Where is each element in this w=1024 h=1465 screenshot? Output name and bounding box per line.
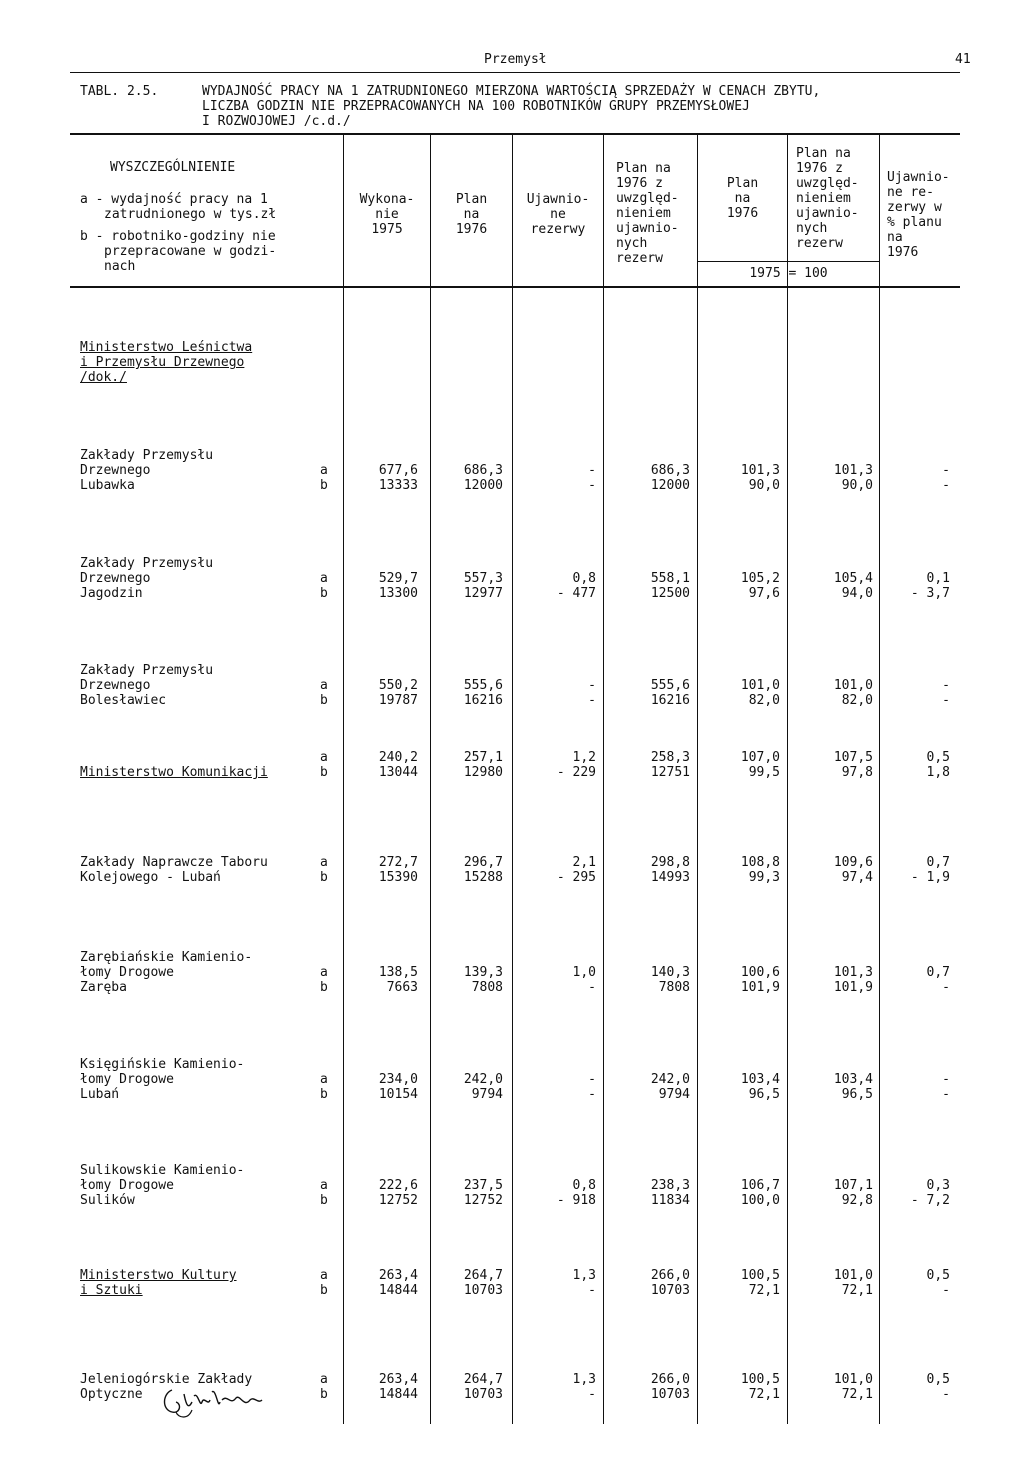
table-cell: 101,9 [740,980,780,995]
table-cell: - [942,678,950,693]
table-cell: - 7,2 [910,1193,950,1208]
col-separator [787,134,788,1424]
table-cell: - [588,1072,596,1087]
table-cell: 296,7 [463,855,503,870]
table-cell: 101,9 [833,980,873,995]
table-cell: 266,0 [650,1268,690,1283]
table-cell: 677,6 [378,463,418,478]
col-header-plan-1976: Plan na 1976 [455,192,488,237]
table-cell: 103,4 [833,1072,873,1087]
table-cell: 0,1 [926,571,950,586]
table-cell: 1,3 [572,1372,596,1387]
table-cell: 105,4 [833,571,873,586]
group-name-line: Drzewnego [80,463,151,478]
row-label: b [320,586,328,601]
table-cell: 0,3 [926,1178,950,1193]
table-cell: 0,8 [572,1178,596,1193]
row-label: a [320,678,328,693]
table-cell: 92,8 [841,1193,873,1208]
row-label: a [320,571,328,586]
table-cell: 97,8 [841,765,873,780]
group-name-line: łomy Drogowe [80,1072,174,1087]
group-name-line: Zakłady Naprawcze Taboru [80,855,268,870]
table-cell: 139,3 [463,965,503,980]
table-cell: 101,0 [833,1372,873,1387]
group-name-line: Ministerstwo Komunikacji [80,765,268,780]
group-name-line: Optyczne [80,1387,143,1402]
table-id: TABL. 2.5. [80,84,159,99]
table-cell: 237,5 [463,1178,503,1193]
col-header-index-plan-reserves: Plan na 1976 z uwzględ- nieniem ujawnio- nych rezerw [796,146,859,251]
table-cell: 12752 [463,1193,503,1208]
table-cell: - [942,1387,950,1402]
group-name-line: Ministerstwo Kultury [80,1268,237,1283]
table-cell: 550,2 [378,678,418,693]
table-cell: 100,5 [740,1268,780,1283]
col-header-reserves-percent: Ujawnio- ne re- zerwy w % planu na 1976 [887,170,950,260]
row-label: b [320,693,328,708]
page-number: 41 [955,52,971,67]
table-cell: - [588,1283,596,1298]
table-cell: 10703 [463,1283,503,1298]
table-cell: 72,1 [841,1387,873,1402]
row-label: b [320,870,328,885]
col-header-plan-with-reserves: Plan na 1976 z uwzględ- nieniem ujawnio- nych rezerw [616,161,679,266]
table-cell: - [588,678,596,693]
table-cell: - [942,693,950,708]
table-cell: 138,5 [378,965,418,980]
table-cell: 257,1 [463,750,503,765]
table-cell: 10703 [463,1387,503,1402]
table-cell: 13300 [378,586,418,601]
table-cell: - [942,478,950,493]
table-cell: 555,6 [650,678,690,693]
table-cell: 107,1 [833,1178,873,1193]
row-label: b [320,765,328,780]
table-title-line-2: LICZBA GODZIN NIE PRZEPRACOWANYCH NA 100 ROBOTNIKÓW GRUPY PRZEMYSŁOWEJ [202,99,750,114]
table-cell: 12000 [650,478,690,493]
table-cell: 234,0 [378,1072,418,1087]
group-name-line: Sulikowskie Kamienio- [80,1163,245,1178]
table-cell: - 1,9 [910,870,950,885]
table-cell: - 229 [556,765,596,780]
table-cell: 12000 [463,478,503,493]
table-cell: 1,3 [572,1268,596,1283]
row-label: b [320,980,328,995]
table-cell: 7808 [658,980,690,995]
group-name-line: Sulików [80,1193,135,1208]
table-cell: 242,0 [463,1072,503,1087]
table-cell: 258,3 [650,750,690,765]
row-label: a [320,1072,328,1087]
spec-b-line-3: nach [104,259,136,274]
table-cell: 0,7 [926,965,950,980]
table-cell: - [588,463,596,478]
table-cell: 263,4 [378,1268,418,1283]
table-cell: 0,5 [926,1372,950,1387]
table-cell: 242,0 [650,1072,690,1087]
table-cell: 298,8 [650,855,690,870]
table-cell: 240,2 [378,750,418,765]
table-cell: 10703 [650,1387,690,1402]
row-label: a [320,965,328,980]
group-name-line: Bolesławiec [80,693,167,708]
group-name-line: Drzewnego [80,571,151,586]
row-label: a [320,1268,328,1283]
table-cell: 106,7 [740,1178,780,1193]
index-base-rule [697,261,879,262]
table-cell: 140,3 [650,965,690,980]
table-cell: 96,5 [841,1087,873,1102]
index-base: 1975 = 100 [749,266,828,281]
table-cell: 12977 [463,586,503,601]
table-cell: 0,5 [926,750,950,765]
col-separator [512,134,513,1424]
table-cell: 686,3 [463,463,503,478]
top-rule [70,72,960,73]
table-cell: 557,3 [463,571,503,586]
table-cell: 14844 [378,1283,418,1298]
table-cell: - [588,478,596,493]
table-cell: 0,5 [926,1268,950,1283]
group-name-line: Księgińskie Kamienio- [80,1057,245,1072]
table-cell: - [588,693,596,708]
row-label: b [320,478,328,493]
table-cell: 101,3 [833,463,873,478]
table-cell: 1,8 [926,765,950,780]
table-cell: 101,0 [833,1268,873,1283]
table-cell: 97,6 [748,586,780,601]
table-cell: 100,5 [740,1372,780,1387]
handwritten-signature [158,1380,288,1420]
table-cell: 0,8 [572,571,596,586]
table-cell: 272,7 [378,855,418,870]
table-cell: 90,0 [841,478,873,493]
row-label: a [320,855,328,870]
table-cell: 263,4 [378,1372,418,1387]
table-cell: 9794 [658,1087,690,1102]
table-cell: 90,0 [748,478,780,493]
group-name-line: łomy Drogowe [80,1178,174,1193]
table-cell: 558,1 [650,571,690,586]
table-cell: 11834 [650,1193,690,1208]
table-cell: 96,5 [748,1087,780,1102]
table-cell: 101,3 [833,965,873,980]
table-cell: 97,4 [841,870,873,885]
table-cell: 12980 [463,765,503,780]
table-cell: 82,0 [841,693,873,708]
table-cell: - [942,1072,950,1087]
table-cell: 529,7 [378,571,418,586]
group-name-line: Zarębiańskie Kamienio- [80,950,253,965]
table-cell: 99,3 [748,870,780,885]
group-name-line: Drzewnego [80,678,151,693]
table-cell: 0,7 [926,855,950,870]
table-cell: 238,3 [650,1178,690,1193]
group-name-line: Lubawka [80,478,135,493]
group-name-line: Jeleniogórskie Zakłady [80,1372,253,1387]
table-cell: - 918 [556,1193,596,1208]
table-cell: 264,7 [463,1372,503,1387]
table-cell: 101,0 [740,678,780,693]
table-cell: 10703 [650,1283,690,1298]
table-cell: 107,5 [833,750,873,765]
table-cell: - [588,980,596,995]
table-cell: 94,0 [841,586,873,601]
table-cell: 264,7 [463,1268,503,1283]
col-header-index-plan: Plan na 1976 [726,176,759,221]
table-cell: 555,6 [463,678,503,693]
table-cell: 1,2 [572,750,596,765]
spec-a-line-2: zatrudnionego w tys.zł [104,207,277,222]
table-cell: 82,0 [748,693,780,708]
table-cell: 101,0 [833,678,873,693]
table-cell: 1,0 [572,965,596,980]
group-name-line: Jagodzin [80,586,143,601]
table-cell: 222,6 [378,1178,418,1193]
table-cell: 12751 [650,765,690,780]
group-name-line: Zakłady Przemysłu [80,663,214,678]
table-title-line-1: WYDAJNOŚĆ PRACY NA 1 ZATRUDNIONEGO MIERZONA WARTOŚCIĄ SPRZEDAŻY W CENACH ZBYTU, [202,84,821,99]
table-cell: 108,8 [740,855,780,870]
table-cell: 14844 [378,1387,418,1402]
row-label: a [320,1372,328,1387]
group-name-line: Zakłady Przemysłu [80,556,214,571]
table-cell: - 295 [556,870,596,885]
col-separator [697,134,698,1424]
table-cell: 99,5 [748,765,780,780]
table-cell: 100,6 [740,965,780,980]
group-name-line: Kolejowego - Lubań [80,870,221,885]
table-cell: 266,0 [650,1372,690,1387]
table-cell: 15288 [463,870,503,885]
table-cell: 16216 [463,693,503,708]
table-cell: 101,3 [740,463,780,478]
group-name-line: i Sztuki [80,1283,143,1298]
group-name-line: /dok./ [80,370,127,385]
table-cell: 7663 [386,980,418,995]
table-cell: - [588,1087,596,1102]
table-cell: 12752 [378,1193,418,1208]
table-cell: 72,1 [841,1283,873,1298]
spec-title: WYSZCZEGÓLNIENIE [110,160,236,175]
table-cell: - 477 [556,586,596,601]
table-cell: 16216 [650,693,690,708]
col-header-revealed-reserves: Ujawnio- ne rezerwy [526,192,590,237]
table-cell: 9794 [471,1087,503,1102]
table-cell: - [942,463,950,478]
row-label: a [320,463,328,478]
table-cell: 12500 [650,586,690,601]
spec-b-line-1: b - robotniko-godziny nie [80,229,276,244]
table-cell: - 3,7 [910,586,950,601]
table-cell: 14993 [650,870,690,885]
group-name-line: Lubań [80,1087,120,1102]
spec-a-line-1: a - wydajność pracy na 1 [80,192,268,207]
table-cell: 15390 [378,870,418,885]
table-cell: 13333 [378,478,418,493]
row-label: b [320,1387,328,1402]
row-label: b [320,1087,328,1102]
table-cell: 103,4 [740,1072,780,1087]
table-cell: 105,2 [740,571,780,586]
table-cell: - [942,1283,950,1298]
header-bottom-rule [70,286,960,288]
row-label: b [320,1283,328,1298]
group-name-line: Zaręba [80,980,127,995]
spec-b-line-2: przepracowane w godzi- [104,244,277,259]
table-cell: 72,1 [748,1283,780,1298]
row-label: a [320,750,328,765]
header-top-rule [70,133,960,135]
table-cell: 100,0 [740,1193,780,1208]
col-separator [603,134,604,1424]
row-label: b [320,1193,328,1208]
col-header-executed-1975: Wykona- nie 1975 [359,192,415,237]
table-cell: - [942,1087,950,1102]
group-name-line: Zakłady Przemysłu [80,448,214,463]
table-cell: - [588,1387,596,1402]
table-title-line-3: I ROZWOJOWEJ /c.d./ [202,114,351,129]
table-cell: 109,6 [833,855,873,870]
group-name-line: łomy Drogowe [80,965,174,980]
table-cell: 19787 [378,693,418,708]
table-cell: 10154 [378,1087,418,1102]
table-cell: - [942,980,950,995]
table-cell: 72,1 [748,1387,780,1402]
table-cell: 107,0 [740,750,780,765]
table-cell: 7808 [471,980,503,995]
row-label: a [320,1178,328,1193]
running-head: Przemysł [484,52,547,67]
group-name-line: i Przemysłu Drzewnego [80,355,245,370]
table-cell: 686,3 [650,463,690,478]
group-name-line: Ministerstwo Leśnictwa [80,340,253,355]
table-cell: 2,1 [572,855,596,870]
table-cell: 13044 [378,765,418,780]
